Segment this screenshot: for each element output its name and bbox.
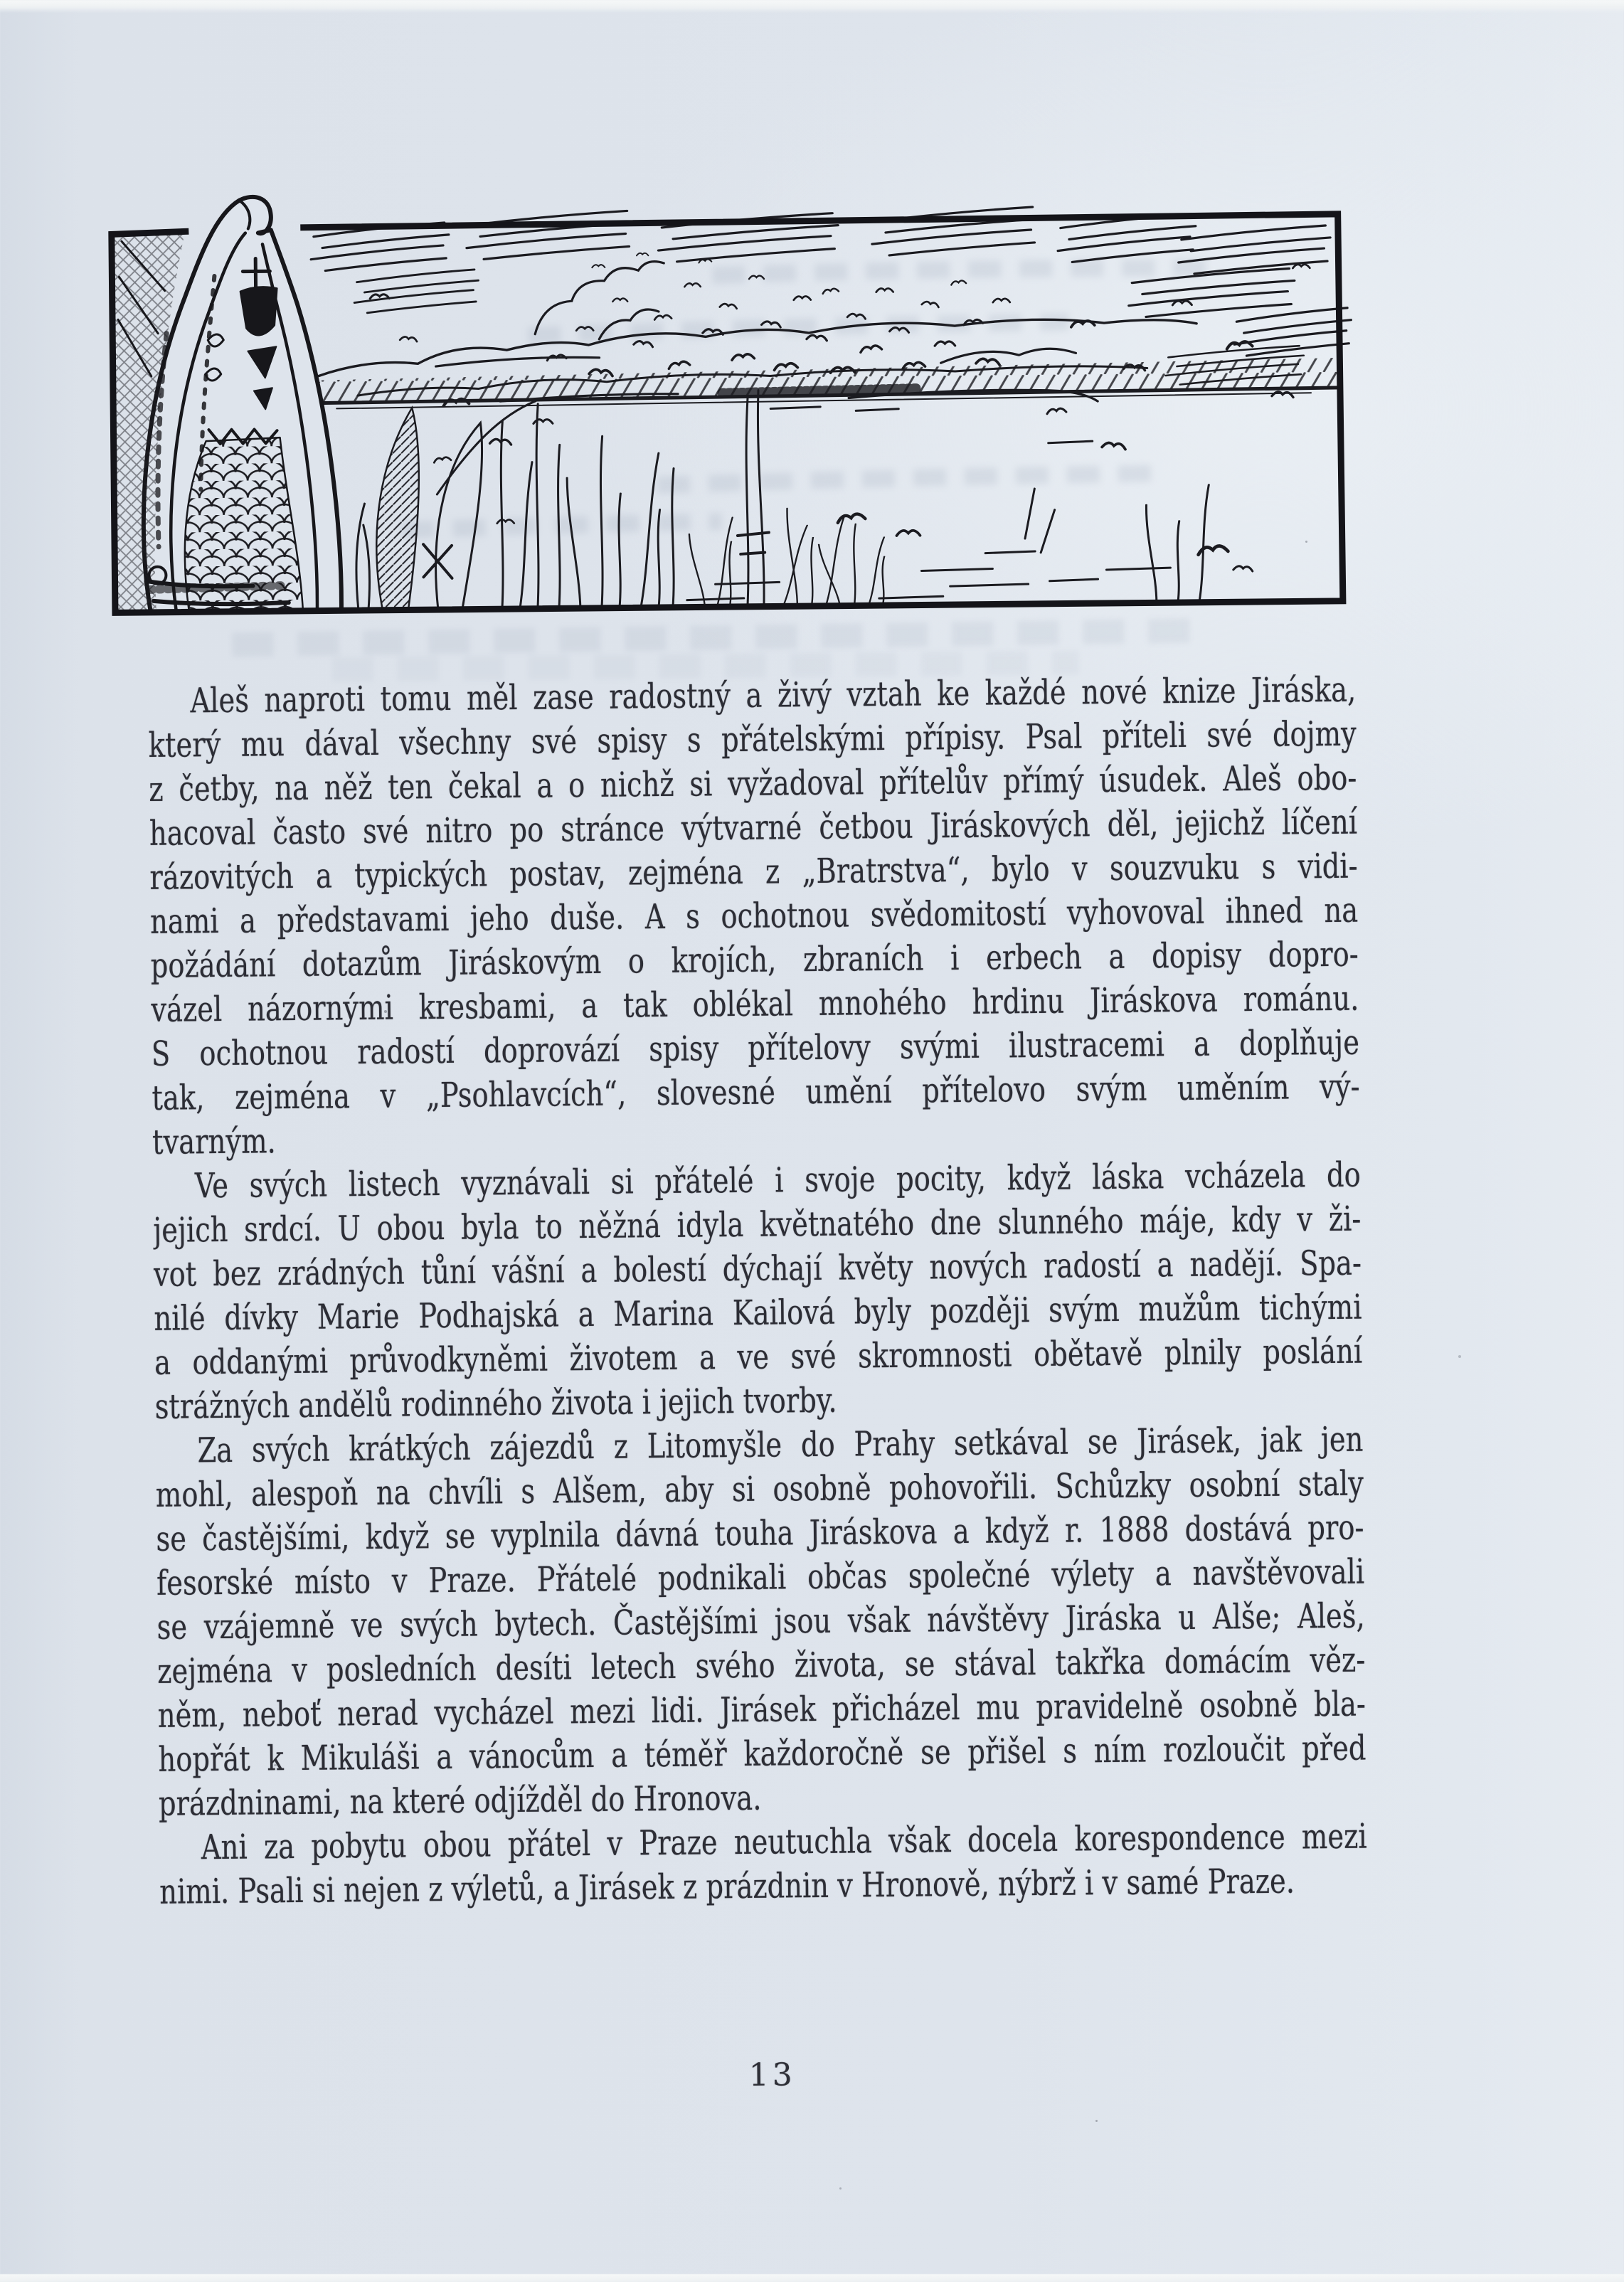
text-line: požádání dotazům Jiráskovým o krojích, zbraních i erbech a dopisy dopro-: [150, 934, 1359, 986]
page-number: 13: [748, 2057, 796, 2093]
text-line: Ve svých listech vyznávali si přátelé i svoje pocity, když láska vcházela do: [194, 1155, 1362, 1206]
boat-prow: [114, 196, 341, 613]
text-line: strážných andělů rodinného života i jejich tvorby.: [154, 1380, 837, 1427]
text-line: a oddanými průvodkyněmi životem a ve své skromnosti obětavě plnily poslání: [154, 1331, 1363, 1383]
text-line: Ani za pobytu obou přátel v Praze neutuchla však docela korespondence mezi: [201, 1816, 1367, 1868]
paper-speck: [839, 2187, 842, 2190]
text-line: něm, neboť nerad vycházel mezi lidi. Jirásek přicházel mu pravidelně osobně bla-: [157, 1684, 1366, 1736]
text-line: prázdninami, na které odjížděl do Hronova.: [158, 1778, 762, 1824]
text-line: vázel názornými kresbami, a tak oblékal mnohého hrdinu Jiráskova románu.: [151, 978, 1359, 1030]
paper-speck: [1095, 2120, 1098, 2122]
reeds-grass: [355, 386, 1210, 610]
paragraph: [155, 1418, 1366, 1826]
paragraph: [159, 1815, 1367, 1914]
text-line: vot bez zrádných tůní vášní a bolestí dýchají květy nových radostí a nadějí. Spa-: [153, 1243, 1362, 1295]
headpiece-illustration: [100, 180, 1356, 626]
text-line: nimi. Psali si nejen z výletů, a Jirásek z prázdnin v Hronově, nýbrž i v samé Praze.: [159, 1861, 1295, 1912]
paper-speck: [274, 1764, 277, 1766]
text-line: jejich srdcí. U obou byla to něžná idyla květnatého dne slunného máje, kdy v ži-: [153, 1199, 1362, 1251]
text-line: se vzájemně ve svých bytech. Častějšími jsou však návštěvy Jiráska u Alše; Aleš,: [156, 1596, 1365, 1647]
text-line: z četby, na něž ten čekal a o nichž si vyžadoval přítelův přímý úsudek. Aleš obo-: [149, 758, 1357, 810]
text-line: rázovitých a typických postav, zejména z „Bratrstva“, bylo v souzvuku s vidi-: [149, 846, 1358, 898]
text-line: tak, zejména v „Psohlavcích“, slovesné umění přítelovo svým uměním vý-: [152, 1066, 1360, 1118]
text-line: mohl, alespoň na chvíli s Alšem, aby si osobně pohovořili. Schůzky osobní staly: [155, 1463, 1364, 1515]
text-line: nami a představami jeho duše. A s ochotnou svědomitostí vyhovoval ihned na: [149, 890, 1359, 942]
text-line: S ochotnou radostí doprovází spisy přítelovy svými ilustracemi a doplňuje: [151, 1022, 1360, 1074]
text-line: se častějšími, když se vyplnila dávná touha Jiráskova a když r. 1888 dostává pro-: [156, 1507, 1364, 1559]
text-line: hacoval často své nitro po stránce výtvarné četbou Jiráskových děl, jejichž líčení: [149, 802, 1358, 854]
text-line: Za svých krátkých zájezdů z Litomyšle do Prahy setkával se Jirásek, jak jen: [197, 1419, 1364, 1471]
lakeshore-drawing: [100, 180, 1356, 626]
paper-speck: [1458, 1355, 1461, 1358]
text-line: Aleš naproti tomu měl zase radostný a živý vztah ke každé nové knize Jiráska,: [190, 669, 1357, 721]
text-line: tvarným.: [152, 1121, 276, 1162]
paragraph: [152, 1153, 1362, 1429]
text-line: nilé dívky Marie Podhajská a Marina Kailová byly později svým mužům tichými: [154, 1287, 1362, 1339]
text-line: který mu dával všechny své spisy s přátelskými přípisy. Psal příteli své dojmy: [148, 713, 1357, 765]
paper-speck: [384, 1010, 387, 1013]
paper-speck: [1305, 541, 1307, 543]
paragraph: [148, 668, 1360, 1164]
text-line: fesorské místo v Praze. Přátelé podnikali občas společné výlety a navštěvovali: [156, 1551, 1365, 1603]
bleed-through-text-smudge: [232, 618, 1199, 657]
text-line: zejména v posledních desíti letech svého života, se stával takřka domácím věz-: [156, 1640, 1366, 1692]
text-line: hopřát k Mikuláši a vánocům a téměř každoročně se přišel s ním rozloučit před: [158, 1728, 1366, 1780]
body-text: [148, 668, 1368, 1914]
